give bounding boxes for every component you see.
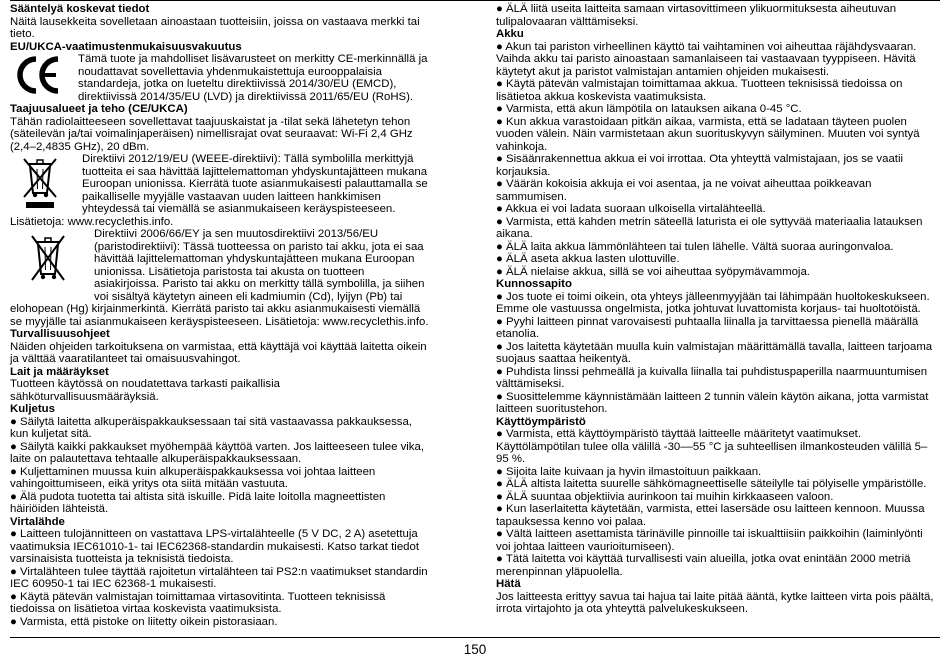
battery-bin-icon [28,230,68,296]
transport-item: ● Säilytä laitetta alkuperäispakkauksessaan tai sitä vastaavassa pakkauksessa, kun kuljetat sitä. [10,415,412,440]
power-item: ● Virtalähteen tulee täyttää rajoitetun virtalähteen tai PS2:n vaatimukset standardin IEC 60950-1 tai IEC 62368-1 mukaisesti. [10,565,428,590]
transport-heading: Kuljetus [10,403,55,415]
environment-heading: Käyttöympäristö [496,415,586,428]
power-item: ● Käytä pätevän valmistajan toimittamaa virtasovitinta. Tuotteen teknisissä tiedoissa on lisätietoa virtaa koskevista vaatimuksista. [10,590,386,615]
environment-item: ● ÄLÄ altista laitetta suurelle sähkömagneettiselle säteilylle tai pölyiselle ympäristölle. [496,478,927,490]
adapter-overload-item: ● ÄLÄ liitä useita laitteita samaan virtasovittimeen ylikuormituksesta aiheutuvan tulipalovaaran välttämiseksi. [496,3,897,28]
battery-item: ● Sisäänrakennettua akkua ei voi irrottaa. Ota yhteyttä valmistajaan, jos se vaatii korjauksia. [496,153,904,178]
weee-text: Direktiivi 2012/19/EU (WEEE-direktiivi): Tällä symbolilla merkittyjä tuotteita ei saa hävittää lajittelemattoman yhdyskuntajätteen mukana Euroopan unionissa. Kierrätä tuote asianmukaisesti palauttamalla se paikalliselle myyjälle vastaavan uuden laitteen hankkimisen yhteydessä tai viemällä se asianmukaiseen keräyspisteeseen. Lisätietoja: www.recyclethis.info. [10,153,428,228]
declaration-text: Tämä tuote ja mahdolliset lisävarusteet on merkitty CE-merkinnällä ja noudattavat sovellettavia yhdenmukaistettuja eurooppalaisia standardeja, jotka on lueteltu direktiivissä 2014/30/EU (EMCD), direktiivissä 2014/35/EU (LVD) ja direktiivissä 2011/65/EU (RoHS). [78,53,428,103]
safety-text: Näiden ohjeiden tarkoituksena on varmistaa, että käyttäjä voi käyttää laitetta oikein ja välttää vaaratilanteet tai omaisuusvahingot. [10,340,427,365]
crossed-bin-icon [20,155,60,213]
safety-heading: Turvallisuusohjeet [10,328,110,340]
weee-block [10,153,430,228]
frequency-heading: Taajuusalueet ja teho (CE/UKCA) [10,103,188,115]
environment-item: ● ÄLÄ suuntaa objektiivia aurinkoon tai muihin kirkkaaseen valoon. [496,490,834,503]
environment-item: ● Vältä laitteen asettamista tärinäville pinnoille tai iskualttiisiin paikkoihin (laiminlyönti voi johtaa laitteen vaurioitumiseen). [496,528,923,553]
battery-heading: Akku [496,28,524,40]
transport-item: ● Älä pudota tuotetta tai altista sitä iskuille. Pidä laite loitolla magneettisten häiriöiden lähteistä. [10,490,386,515]
battery-directive-text: Direktiivi 2006/66/EY ja sen muutosdirektiivi 2013/56/EU (paristodirektiivi): Tässä tuotteessa on paristo tai akku, jota ei saa hävittää lajittelemattoman yhdyskuntajätteen mukana Euroopan unionissa. Lisätietoja paristosta tai akusta on tuotteen asiakirjoissa. Paristo tai akku on merkitty tällä symbolilla, ja siihen voi sisältyä käytetyn aineen eli kadmiumin (Cd), lyijyn (Pb) tai elohopean (Hg) kirjainmerkintä. Kierrätä paristo tai akku asianmukaisesti viemällä se myyjälle tai asianmukaiseen keräyspisteeseen. Lisätietoja: www.recyclethis.info. [10,228,429,328]
declaration-block [10,53,430,103]
environment-item: ● Tätä laitetta voi käyttää turvallisesti vain alueilla, jotka ovat enintään 2000 metriä merenpinnan yläpuolella. [496,553,911,578]
page-number: 150 [463,642,487,657]
maintenance-heading: Kunnossapito [496,278,572,290]
battery-item: ● Väärän kokoisia akkuja ei voi asentaa, ja ne voivat aiheuttaa poikkeavan sammumisen. [496,178,872,203]
battery-item: ● ÄLÄ nielaise akkua, sillä se voi aiheuttaa syöpymävammoja. [496,265,810,278]
environment-item: ● Kun laserlaitetta käytetään, varmista, ettei lasersäde osu laitteen kennoon. Muussa tapauksessa kenno voi palaa. [496,503,925,528]
maintenance-item: ● Jos laitetta käytetään muulla kuin valmistajan määrittämällä tavalla, laitteen tarjoama suojaus saattaa heikentyä. [496,340,933,365]
battery-item: ● Kun akkua varastoidaan pitkän aikaa, varmista, että se ladataan täyteen puolen vuoden välein. Näin varmistetaan akun suorituskyvyn säilyminen. Muuten voi syntyä vahinkoja. [496,115,920,153]
laws-text: Tuotteen käytössä on noudatettava tarkasti paikallisia sähköturvallisuusmääräyksiä. [10,378,280,403]
battery-item: ● ÄLÄ laita akkua lämmönlähteen tai tulen lähelle. Vältä suoraa auringonvaloa. [496,240,894,253]
environment-item: ● Sijoita laite kuivaan ja hyvin ilmastoituun paikkaan. [496,465,762,478]
ce-mark-icon [16,55,64,95]
right-column [496,3,936,616]
power-heading: Virtalähde [10,515,65,528]
declaration-heading: EU/UKCA-vaatimustenmukaisuusvakuutus [10,40,242,53]
battery-directive-block [10,228,430,328]
emergency-text: Jos laitteesta erittyy savua tai hajua tai laite pitää ääntä, kytke laitteen virta pois päältä, irrota virtajohto ja ota yhteyttä palvelukeskukseen. [496,590,934,615]
regulatory-text: Näitä lausekkeita sovelletaan ainoastaan tuotteisiin, joissa on vastaava merkki tai tieto. [10,15,420,40]
bottom-rule [10,637,940,638]
power-item: ● Varmista, että pistoke on liitetty oikein pistorasiaan. [10,615,278,628]
power-item: ● Laitteen tulojännitteen on vastattava LPS-virtalähteelle (5 V DC, 2 A) asetettuja vaatimuksia IEC61010-1- tai IEC62368-standardin mukaisesti. Katso tarkat tiedot varsinaisista tuotteista ja teknisistä tiedoista. [10,528,420,565]
battery-item: ● Varmista, että kahden metrin säteellä laturista ei ole syttyvää materiaalia latauksen aikana. [496,215,923,240]
top-rule [10,0,940,1]
battery-item: ● Akun tai pariston virheellinen käyttö tai vaihtaminen voi aiheuttaa räjähdysvaaran. Vaihda akku tai paristo ainoastaan samanlaiseen tai vastaavaan tyyppiseen. Hävitä käytetyt akut ja paristot valmistajan antamien ohjeiden mukaisesti. [496,40,917,78]
maintenance-item: ● Puhdista linssi pehmeällä ja kuivalla liinalla tai puhdistuspaperilla naarmuuntumisen välttämiseksi. [496,365,928,390]
transport-item: ● Kuljettaminen muussa kuin alkuperäispakkauksessa voi johtaa laitteen vahingoittumiseen, eikä yritys ota siitä mitään vastuuta. [10,465,376,490]
battery-item: ● Varmista, että akun lämpötila on latauksen aikana 0-45 °C. [496,103,802,115]
laws-heading: Lait ja määräykset [10,365,109,378]
battery-item: ● ÄLÄ aseta akkua lasten ulottuville. [496,253,680,265]
battery-item: ● Akkua ei voi ladata suoraan ulkoisella virtalähteellä. [496,203,766,215]
maintenance-item: ● Jos tuote ei toimi oikein, ota yhteys jälleenmyyjään tai lähimpään huoltokeskukseen. Emme ole vastuussa ongelmista, jotka johtuvat luvattomista korjaus- tai huoltotöistä. [496,290,930,315]
left-column [10,3,430,628]
frequency-text: Tähän radiolaitteeseen sovellettavat taajuuskaistat ja -tilat sekä lähetetyn tehon (säteilevän ja/tai voimalinjaperäisen) nimellisrajat ovat seuraavat: Wi-Fi 2,4 GHz (2,4–2,4835 GHz), 20 dBm. [10,115,413,153]
maintenance-item: ● Suosittelemme käynnistämään laitteen 2 tunnin välein käytön aikana, jotta varmistat laitteen suoritustehon. [496,390,929,415]
emergency-heading: Hätä [496,578,521,590]
environment-item: ● Varmista, että käyttöympäristö täyttää laitteelle määritetyt vaatimukset. Käyttölämpötilan tulee olla välillä -30––55 °C ja suhteellisen ilmankosteuden välillä 5–95 %. [496,428,928,465]
battery-item: ● Käytä pätevän valmistajan toimittamaa akkua. Tuotteen teknisissä tiedoissa on lisätietoa akkua koskevista vaatimuksista. [496,78,903,103]
maintenance-item: ● Pyyhi laitteen pinnat varovaisesti puhtaalla liinalla ja tarvittaessa pienellä määrällä etanolia. [496,315,919,340]
regulatory-heading: Sääntelyä koskevat tiedot [10,3,150,15]
transport-item: ● Säilytä kaikki pakkaukset myöhempää käyttöä varten. Jos laitteeseen tulee vika, laite on palautettava tehtaalle alkuperäispakkauksessaan. [10,440,424,465]
